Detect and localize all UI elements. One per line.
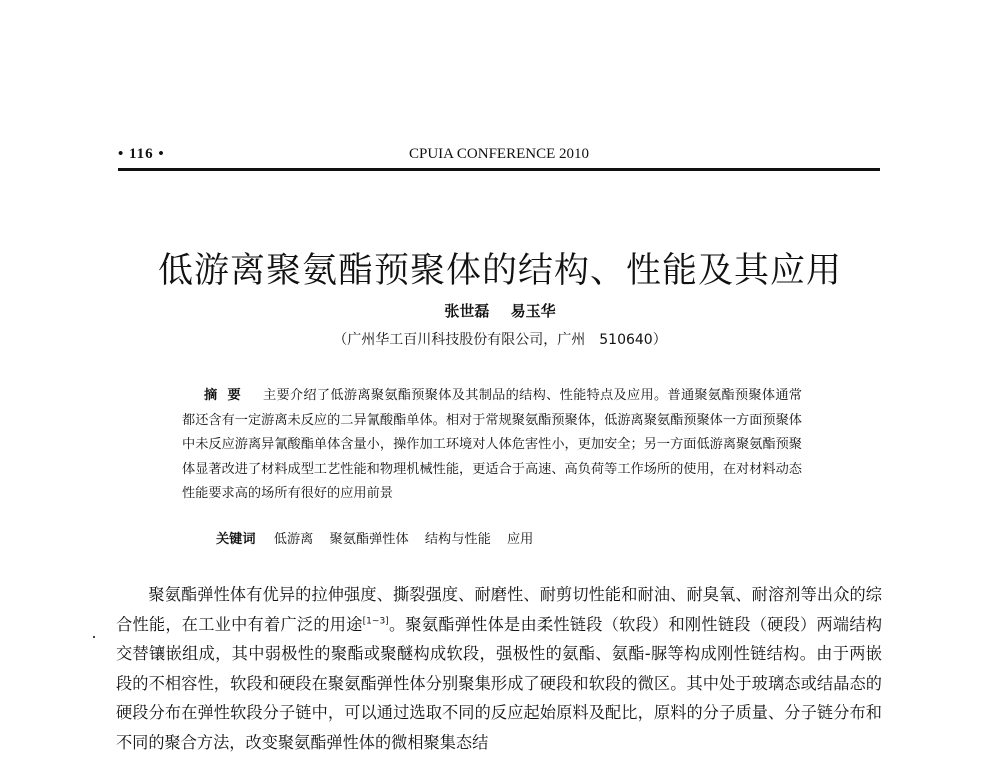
keyword: 应用	[507, 532, 534, 547]
page-header	[118, 146, 880, 166]
scan-artifact	[93, 636, 95, 638]
abstract	[182, 384, 802, 507]
affiliation: （广州华工百川科技股份有限公司，广州 510640）	[333, 332, 667, 348]
body-text	[116, 580, 882, 757]
paragraph-text: 。聚氨酯弹性体是由柔性链段（软段）和刚性链段（硬段）两端结构交替镶嵌组成，其中弱极性的聚酯或聚醚构成软段，强极性的氨酯、氨酯-脲等构成刚性链结构。由于两嵌段的不相容性，软段和硬段在聚氨酯弹性体分别聚集形成了硬段和软段的微区。其中处于玻璃态或结晶态的硬段分布在弹性软段分子链中，可以通过选取不同的反应起始原料及配比，原料的分子质量、分子链分布和不同的聚合方法，改变聚氨酯弹性体的微相聚集态结	[116, 614, 883, 752]
keywords	[216, 528, 545, 547]
page-number: • 116 •	[118, 146, 165, 162]
keyword: 结构与性能	[424, 532, 491, 547]
header-rule	[118, 168, 880, 171]
running-title: CPUIA CONFERENCE 2010	[408, 146, 590, 162]
paragraph-text: 聚氨酯弹性体有优异的拉伸强度、撕裂强度、耐磨性、耐剪切性能和耐油、耐臭氧、耐溶剂等出众的综合性能，在工业中有着广泛的用途	[116, 585, 882, 634]
abstract-label: 摘要	[204, 388, 251, 403]
author: 易玉华	[510, 302, 556, 320]
abstract-text: 主要介绍了低游离聚氨酯预聚体及其制品的结构、性能特点及应用。普通聚氨酯预聚体通常都还含有一定游离未反应的二异氰酸酯单体。相对于常规聚氨酯预聚体，低游离聚氨酯预聚体一方面预聚体中未反应游离异氰酸酯单体含量小，操作加工环境对人体危害性小，更加安全；另一方面低游离聚氨酯预聚体显著改进了材料成型工艺性能和物理机械性能，更适合于高速、高负荷等工作场所的使用，在对材料动态性能要求高的场所有很好的应用前景	[182, 388, 802, 501]
keyword: 聚氨酯弹性体	[329, 532, 409, 547]
authors	[0, 300, 1000, 321]
article-title: 低游离聚氨酯预聚体的结构、性能及其应用	[157, 251, 842, 291]
paragraph	[116, 580, 882, 757]
citation: [1~3]	[362, 616, 389, 627]
keyword: 低游离	[273, 532, 314, 547]
keywords-label: 关键词	[216, 532, 256, 547]
author: 张世磊	[444, 302, 490, 320]
